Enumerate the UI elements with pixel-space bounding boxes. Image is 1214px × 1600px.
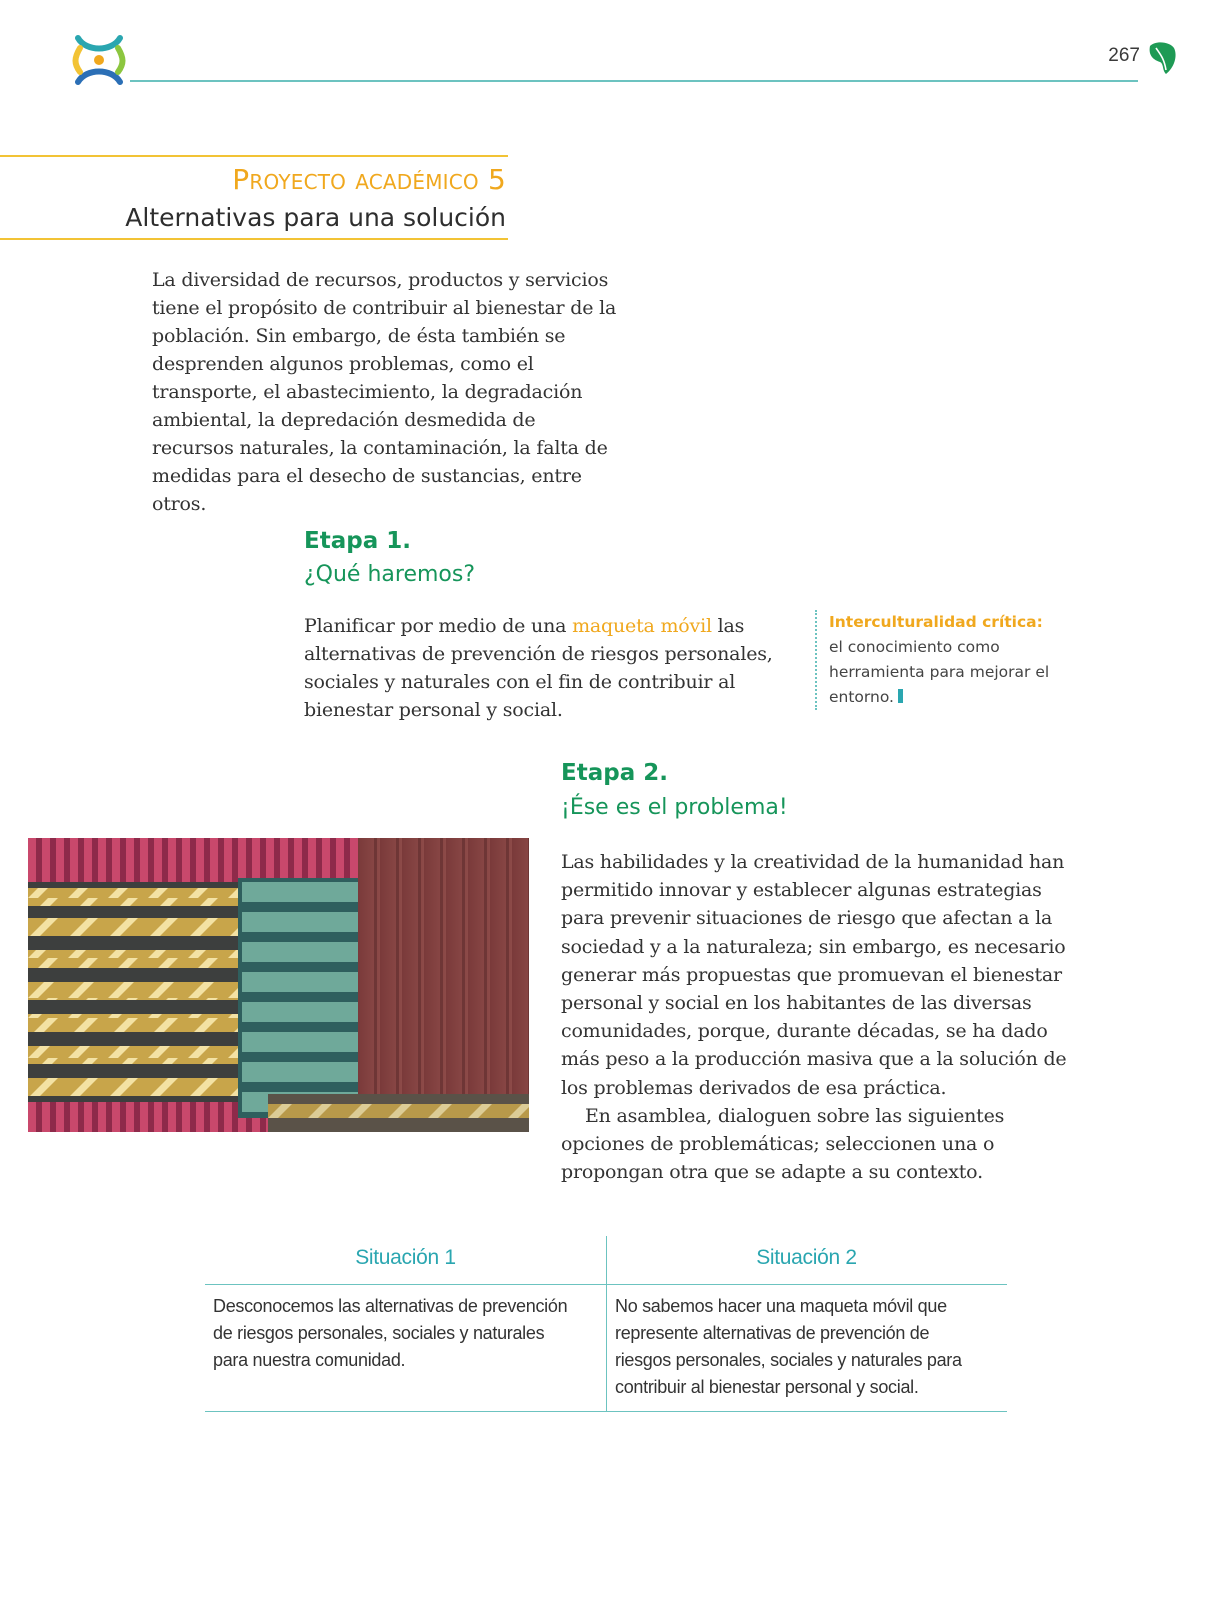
project-label: Proyecto académico 5 — [232, 163, 506, 196]
green-leaf-icon — [1146, 40, 1178, 76]
stage1-text-after: las alternativas de prevención de riesgos personales, sociales y naturales con el fin de contribuir al bienestar personal y social. — [304, 615, 773, 721]
highlighted-term: maqueta móvil — [572, 615, 712, 637]
situation-2-text: No sabemos hacer una maqueta móvil que represente alternativas de prevención de riesgos personales, sociales y naturales para contribuir al bienestar personal y social. — [615, 1296, 962, 1397]
stage1-subtitle: ¿Qué haremos? — [304, 562, 476, 587]
situations-table — [205, 1236, 1007, 1412]
stage2-paragraph-1: Las habilidades y la creatividad de la humanidad han permitido innovar y establecer algunas estrategias para prevenir situaciones de riesgo que afectan a la sociedad y a la naturaleza; sin embargo, es necesario generar más propuestas que promuevan el bienestar personal y social en los habitantes de las diversas comunidades, porque, durante décadas, se ha dado más peso a la producción masiva que a la solución de los problemas derivados de esa práctica. — [561, 851, 1067, 1099]
note-definition: el conocimiento como herramienta para mejorar el entorno. — [829, 638, 1050, 706]
note-term: Interculturalidad crítica: — [829, 613, 1043, 631]
situation-1-text: Desconocemos las alternativas de prevención de riesgos personales, sociales y naturales para nuestra comunidad. — [213, 1296, 568, 1370]
project-subtitle: Alternativas para una solución — [125, 203, 506, 232]
table-bottom-rule — [205, 1411, 1007, 1412]
stage1-text-before: Planificar por medio de una — [304, 615, 573, 637]
stage2-title: Etapa 2. — [561, 760, 668, 786]
situation-1-header: Situación 1 — [355, 1246, 456, 1269]
situation-2-header: Situación 2 — [756, 1246, 857, 1269]
stage1-paragraph — [304, 612, 774, 724]
title-rule-bottom — [0, 238, 508, 240]
header-rule — [130, 80, 1138, 82]
intro-paragraph: La diversidad de recursos, productos y servicios tiene el propósito de contribuir al bienestar de la población. Sin embargo, de ésta también se desprenden algunos problemas, como el transporte, el abastecimiento, la degradación ambiental, la depredación desmedida de recursos naturales, la contaminación, la falta de medidas para el desecho de sustancias, entre otros. — [152, 269, 617, 515]
page-number: 267 — [1108, 45, 1140, 66]
stage1-title: Etapa 1. — [304, 528, 411, 554]
pallets-photo — [28, 838, 529, 1132]
stage2-subtitle: ¡Ése es el problema! — [561, 795, 788, 820]
series-logo-icon — [72, 34, 126, 86]
title-rule-top — [0, 155, 508, 157]
glossary-note — [815, 610, 1074, 710]
table-divider-horizontal — [205, 1284, 1007, 1285]
stage2-paragraph-2: En asamblea, dialoguen sobre las siguientes opciones de problemáticas; seleccionen una o propongan otra que se adapte a su contexto. — [561, 1104, 1005, 1184]
stage2-body — [561, 848, 1071, 1186]
end-mark-icon — [898, 689, 903, 703]
